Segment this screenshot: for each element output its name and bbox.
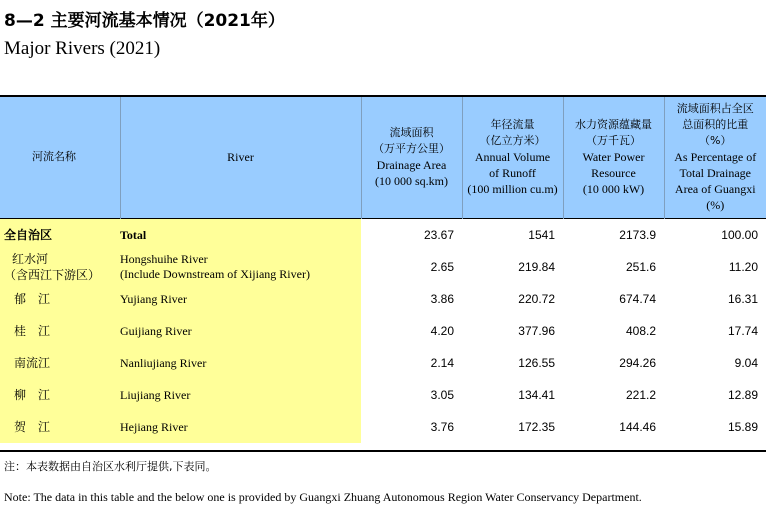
water-power-value: 2173.9 [563, 219, 664, 252]
river-name-cn: 全自治区 [0, 219, 120, 252]
river-name-en: Total [120, 219, 361, 252]
river-name-cn: 柳 江 [0, 379, 120, 411]
percentage-value: 15.89 [727, 420, 758, 434]
water-power-value: 294.26 [619, 356, 656, 370]
page-title-en: Major Rivers (2021) [4, 38, 161, 59]
river-name-cn: 南流江 [0, 347, 120, 379]
header-percentage: 流域面积占全区 总面积的比重 （%） As Percentage of Total Drainage Area of Guangxi (%) [664, 95, 766, 219]
percentage-value: 9.04 [734, 356, 758, 370]
drainage-area-value: 2.65 [430, 260, 454, 274]
header-runoff: 年径流量 （亿立方米） Annual Volume of Runoff (100 million cu.m) [462, 95, 563, 219]
header-water-power: 水力资源蕴藏量 （万千瓦） Water Power Resource (10 000 kW) [563, 95, 664, 219]
table-row [0, 411, 766, 443]
table-row [0, 379, 766, 411]
water-power-value: 674.74 [619, 292, 656, 306]
runoff-value: 1541 [462, 219, 563, 252]
river-name-cn: 贺 江 [0, 411, 120, 443]
river-name-en: Yujiang River [120, 283, 361, 315]
page-title-cn: 8—2 主要河流基本情况（2021年） [4, 11, 285, 31]
drainage-area-value: 2.14 [430, 356, 454, 370]
table-row [0, 283, 766, 315]
header-drainage-area: 流域面积 （万平方公里） Drainage Area (10 000 sq.km) [361, 95, 462, 219]
percentage-value: 11.20 [728, 260, 758, 274]
runoff-value: 134.41 [518, 388, 555, 402]
table-row [0, 219, 766, 252]
runoff-value: 219.84 [518, 260, 555, 274]
runoff-value: 172.35 [518, 420, 555, 434]
header-river-en: River [120, 95, 361, 219]
water-power-value: 408.2 [625, 324, 656, 338]
note-cn: 注：本表数据由自治区水利厅提供,下表同。 [4, 460, 217, 473]
water-power-value: 221.2 [625, 388, 656, 402]
river-name-en: Nanliujiang River [120, 347, 361, 379]
river-name-cn: 郁 江 [0, 283, 120, 315]
percentage-value: 17.74 [727, 324, 758, 338]
river-name-en: Guijiang River [120, 315, 361, 347]
water-power-value: 251.6 [625, 260, 656, 274]
table-bottom-rule [0, 450, 766, 452]
river-name-en: Hejiang River [120, 411, 361, 443]
percentage-value: 12.89 [727, 388, 758, 402]
river-name-cn: 红水河 （含西江下游区） [0, 251, 120, 283]
note-en: Note: The data in this table and the below one is provided by Guangxi Zhuang Autonomous Region Water Conservancy Department. [4, 490, 642, 504]
table-header-row [0, 95, 766, 219]
river-name-cn: 桂 江 [0, 315, 120, 347]
runoff-value: 377.96 [518, 324, 555, 338]
rivers-table [0, 95, 766, 443]
table-row [0, 251, 766, 283]
table-row [0, 315, 766, 347]
runoff-value: 220.72 [518, 292, 555, 306]
runoff-value: 126.55 [518, 356, 555, 370]
drainage-area-value: 23.67 [361, 219, 462, 252]
river-name-en: Liujiang River [120, 379, 361, 411]
river-name-en: Hongshuihe River (Include Downstream of Xijiang River) [120, 251, 361, 283]
table-row [0, 347, 766, 379]
drainage-area-value: 4.20 [430, 324, 454, 338]
percentage-value: 100.00 [664, 219, 766, 252]
drainage-area-value: 3.86 [430, 292, 454, 306]
header-river-cn: 河流名称 [0, 95, 120, 219]
percentage-value: 16.31 [727, 292, 758, 306]
water-power-value: 144.46 [619, 420, 656, 434]
table-top-rule [0, 95, 766, 97]
drainage-area-value: 3.05 [430, 388, 454, 402]
drainage-area-value: 3.76 [430, 420, 454, 434]
